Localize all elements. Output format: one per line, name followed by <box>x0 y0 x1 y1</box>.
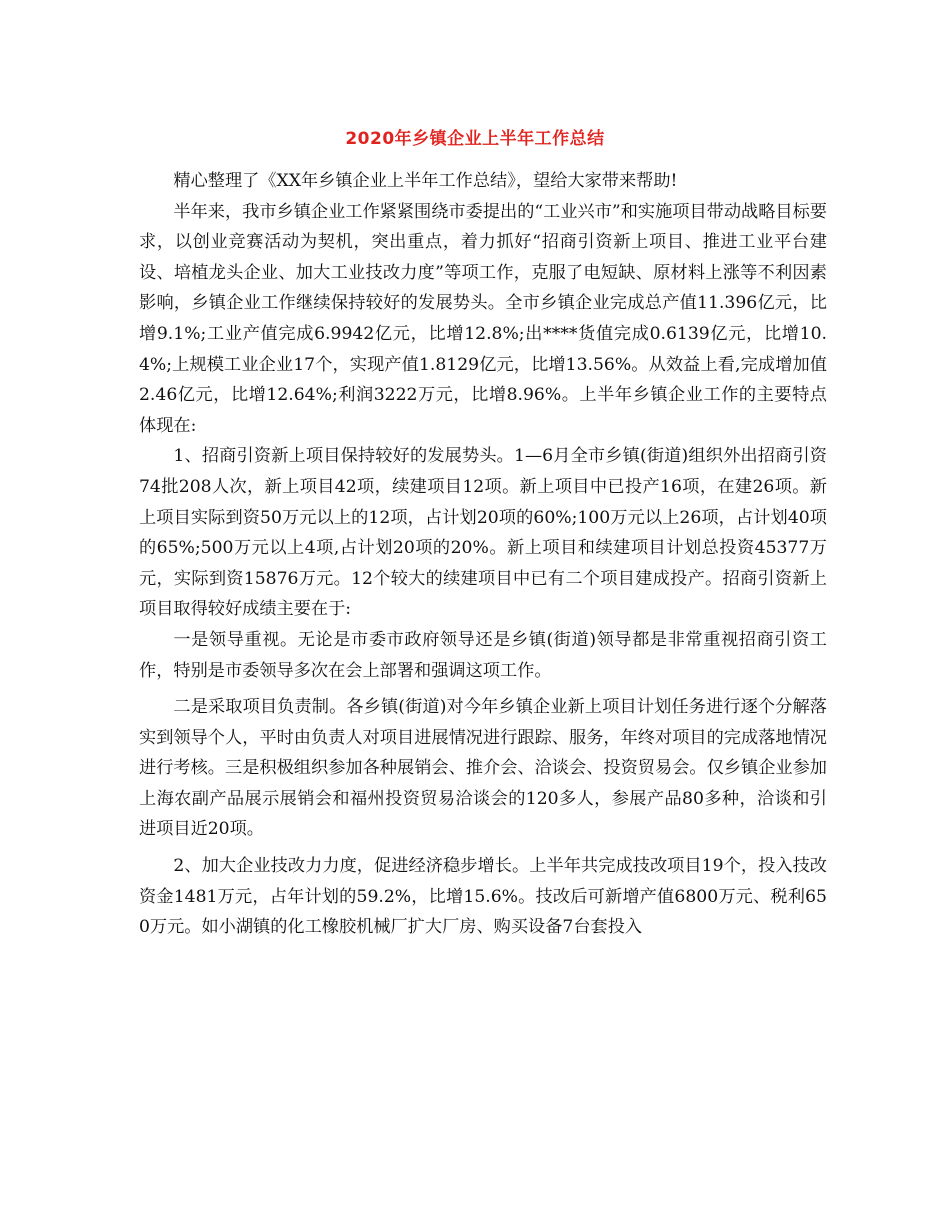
paragraph-point-one: 一是领导重视。无论是市委市政府领导还是乡镇(街道)领导都是非常重视招商引资工作，特别是市委领导多次在会上部署和强调这项工作。 <box>139 629 827 681</box>
document-title: 2020年乡镇企业上半年工作总结 <box>345 129 605 149</box>
paragraph-point-two: 二是采取项目负责制。各乡镇(街道)对今年乡镇企业新上项目计划任务进行逐个分解落实到领导个人，平时由负责人对项目进展情况进行跟踪、服务，年终对项目的完成落地情况进行考核。三是积极组织参加各种展销会、推介会、洽谈会、投资贸易会。仅乡镇企业参加上海农副产品展示展销会和福州投资贸易洽谈会的120多人，参展产品80多种，洽谈和引进项目近20项。 <box>139 697 827 840</box>
paragraph-investment: 1、招商引资新上项目保持较好的发展势头。1—6月全市乡镇(街道)组织外出招商引资74批208人次，新上项目42项，续建项目12项。新上项目中已投产16项，在建26项。新上项目实际到资50万元以上的12项，占计划20项的60%;100万元以上26项，占计划40项的65%;500万元以上4项,占计划20项的20%。新上项目和续建项目计划总投资45377万元，实际到资15876万元。12个较大的续建项目中已有二个项目建成投产。招商引资新上项目取得较好成绩主要在于: <box>139 446 827 620</box>
paragraph-overview: 半年来，我市乡镇企业工作紧紧围绕市委提出的“工业兴市”和实施项目带动战略目标要求，以创业竞赛活动为契机，突出重点，着力抓好“招商引资新上项目、推进工业平台建设、培植龙头企业、加大工业技改力度”等项工作，克服了电短缺、原材料上涨等不利因素影响，乡镇企业工作继续保持较好的发展势头。全市乡镇企业完成总产值11.396亿元，比增9.1%;工业产值完成6.9942亿元，比增12.8%;出****货值完成0.6139亿元，比增10.4%;上规模工业企业17个，实现产值1.8129亿元，比增13.56%。从效益上看,完成增加值2.46亿元，比增12.64%;利润3222万元，比增8.96%。上半年乡镇企业工作的主要特点体现在: <box>139 201 827 436</box>
document-body <box>139 166 827 943</box>
paragraph-technical-upgrade: 2、加大企业技改力力度，促进经济稳步增长。上半年共完成技改项目19个，投入技改资金1481万元，占年计划的59.2%，比增15.6%。技改后可新增产值6800万元、税利650万元。如小湖镇的化工橡胶机械厂扩大厂房、购买设备7台套投入 <box>139 856 827 938</box>
paragraph-intro: 精心整理了《XX年乡镇企业上半年工作总结》，望给大家带来帮助! <box>173 171 678 191</box>
